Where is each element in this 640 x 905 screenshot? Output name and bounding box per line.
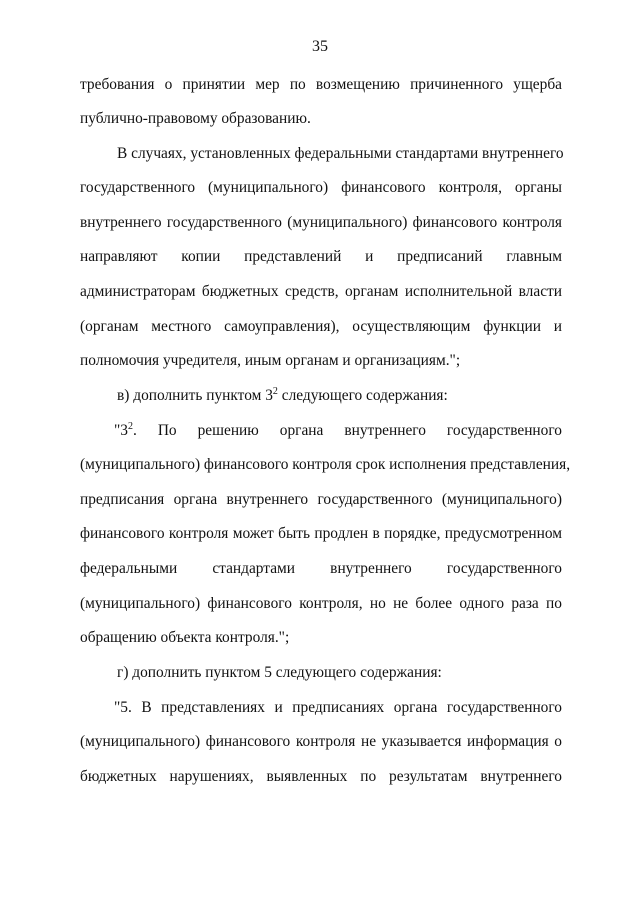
text-line: (муниципального) финансового контроля не указывается информация о [80, 733, 562, 750]
text-run: "3 [114, 422, 128, 439]
amendment-item-g: г) дополнить пунктом 5 следующего содержания: [117, 664, 442, 681]
superscript: 2 [272, 386, 278, 397]
paragraph-first-line [114, 421, 562, 441]
text-line: финансового контроля может быть продлен в порядке, предусмотренном [80, 525, 562, 542]
text-line: направляют копии представлений и предписаний главным [80, 248, 562, 265]
text-line: обращению объекта контроля."; [80, 629, 290, 646]
superscript: 2 [127, 421, 133, 432]
text-line: внутреннего государственного (муниципального) финансового контроля [80, 214, 562, 231]
page-number: 35 [312, 38, 328, 55]
text-line: публично-правовому образованию. [80, 110, 311, 127]
text-run: следующего содержания: [277, 387, 448, 404]
text-run: в) дополнить пунктом 3 [117, 387, 273, 404]
paragraph-first-line: "5. В представлениях и предписаниях органа государственного [114, 699, 562, 716]
text-line: полномочия учредителя, иным органам и организациям."; [80, 352, 461, 369]
amendment-item-v [117, 386, 562, 406]
text-line: бюджетных нарушениях, выявленных по результатам внутреннего [80, 768, 562, 785]
text-line: (органам местного самоуправления), осуществляющим функции и [80, 318, 562, 335]
text-line: государственного (муниципального) финансового контроля, органы [80, 179, 562, 196]
text-line: федеральными стандартами внутреннего государственного [80, 560, 562, 577]
text-line: требования о принятии мер по возмещению причиненного ущерба [80, 76, 562, 93]
text-line: (муниципального) финансового контроля срок исполнения представления, [80, 456, 571, 473]
text-line: предписания органа внутреннего государственного (муниципального) [80, 491, 562, 508]
text-run: . По решению органа внутреннего государственного [132, 422, 562, 439]
paragraph-first-line: В случаях, установленных федеральными стандартами внутреннего [117, 145, 564, 162]
text-line: (муниципального) финансового контроля, но не более одного раза по [80, 595, 562, 612]
text-line: администраторам бюджетных средств, органам исполнительной власти [80, 283, 562, 300]
